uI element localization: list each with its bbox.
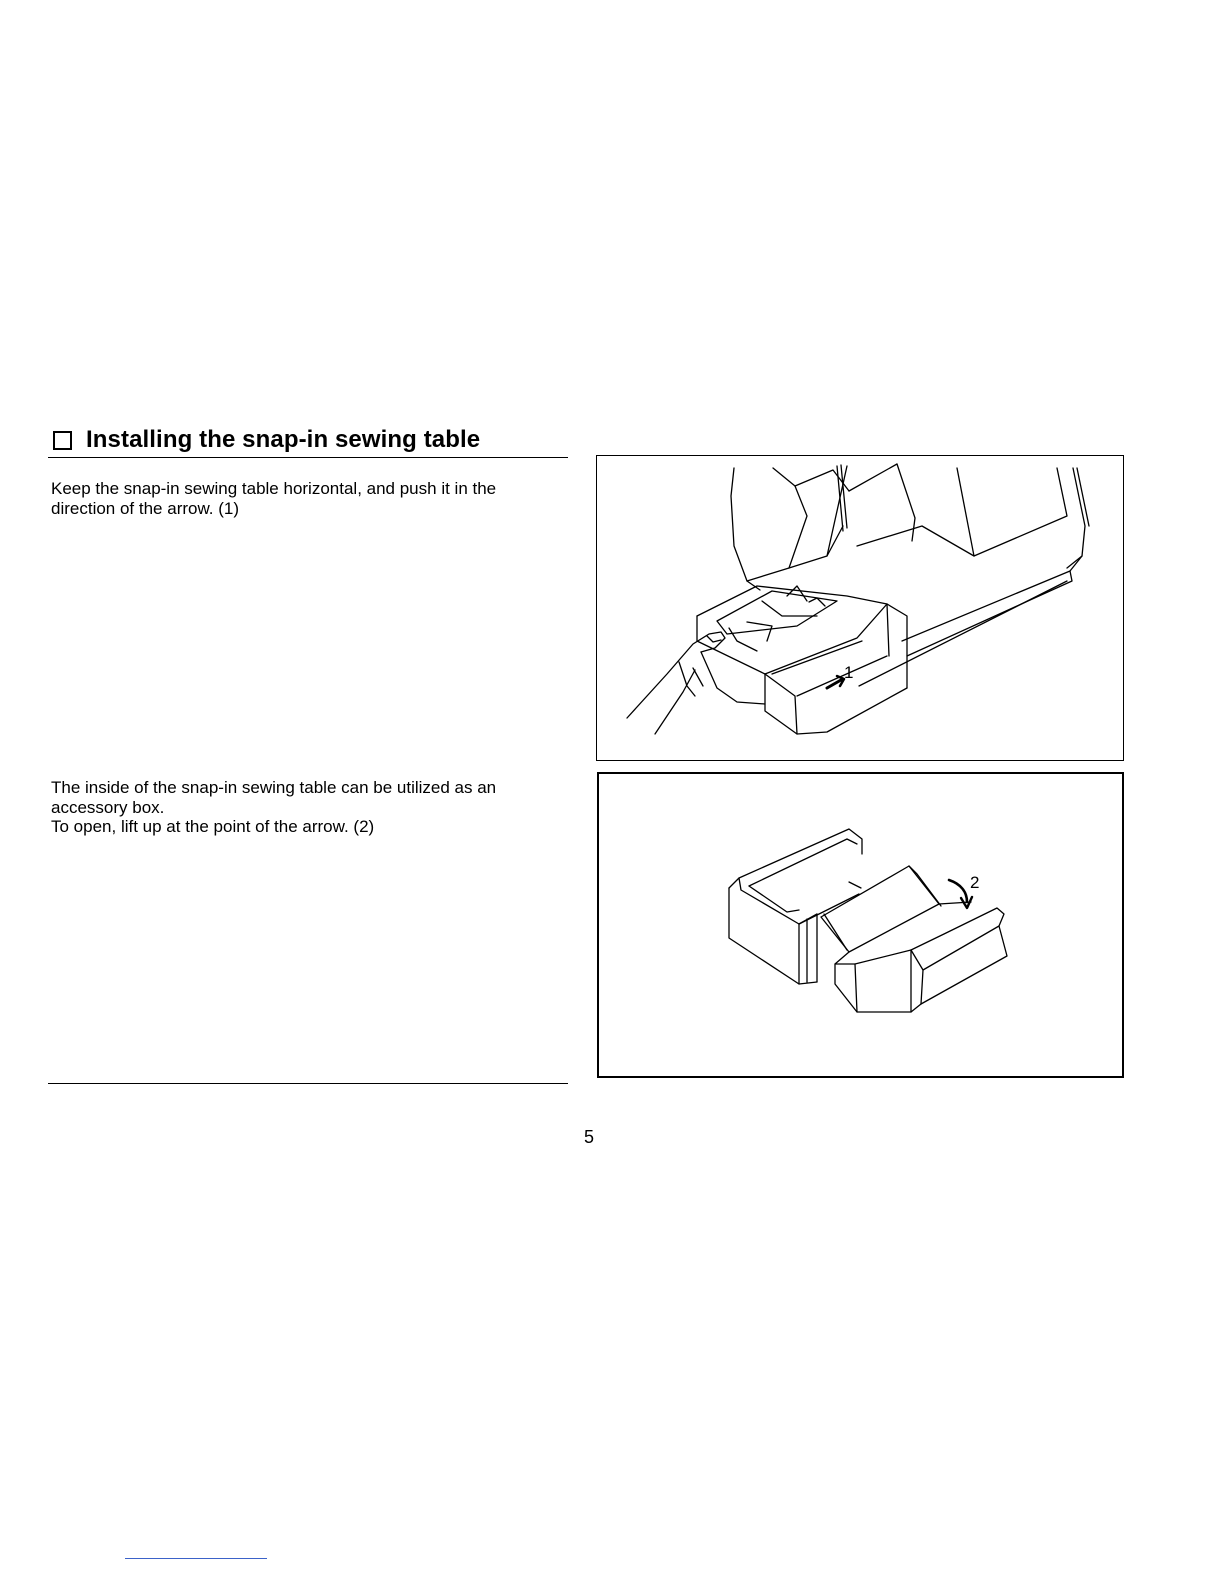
paragraph-line: Keep the snap-in sewing table horizontal, and push it in the xyxy=(51,479,497,498)
page-number: 5 xyxy=(584,1127,595,1147)
paragraph-line: direction of the arrow. (1) xyxy=(51,498,240,518)
accessory-box-illustration xyxy=(599,774,1124,1078)
heading-rule xyxy=(48,457,568,458)
figure-accessory-box xyxy=(597,772,1124,1078)
figure-install-table xyxy=(596,455,1124,761)
footer-rule xyxy=(48,1083,568,1084)
paragraph-line: The inside of the snap-in sewing table can be utilized as an xyxy=(51,778,497,797)
figure-callout: 2 xyxy=(970,873,980,892)
section-title: Installing the snap-in sewing table xyxy=(86,426,481,453)
section-heading xyxy=(50,424,568,456)
bottom-link-line xyxy=(125,1558,267,1559)
figure-callout: 1 xyxy=(844,663,854,682)
checkbox-icon xyxy=(53,431,72,450)
sewing-machine-illustration xyxy=(597,456,1124,761)
paragraph-line: accessory box. xyxy=(51,797,165,817)
instruction-paragraph-1 xyxy=(51,479,556,518)
instruction-paragraph-2 xyxy=(51,778,556,837)
paragraph-line: To open, lift up at the point of the arrow. (2) xyxy=(51,817,375,836)
